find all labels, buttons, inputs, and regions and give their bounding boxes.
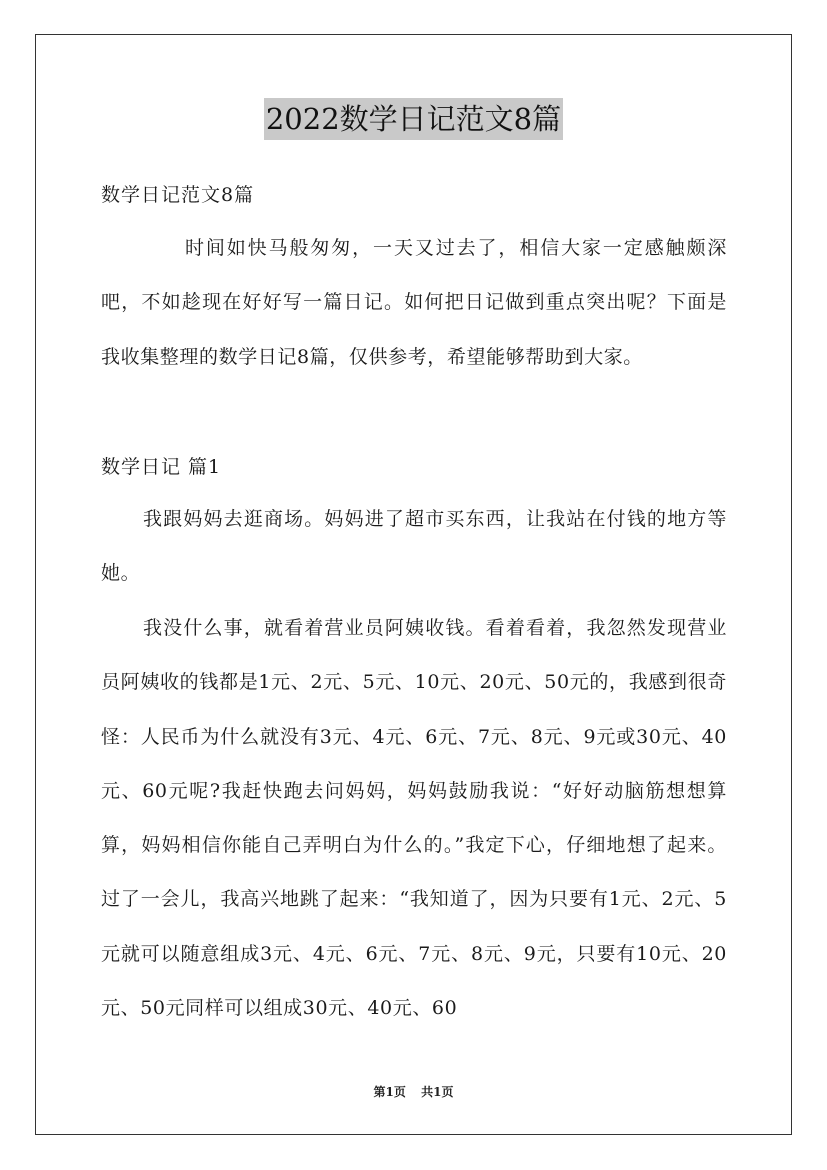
document-title: 2022数学日记范文8篇 [264,98,563,140]
section-heading: 数学日记 篇1 [101,456,222,478]
intro-paragraph: 时间如快马般匆匆，一天又过去了，相信大家一定感触颇深吧，不如趁现在好好写一篇日记。如何把日记做到重点突出呢？下面是我收集整理的数学日记8篇，仅供参考，希望能够帮助到大家。 [101,237,727,368]
total-pages: 共1页 [421,1085,454,1099]
body-paragraph-2: 我没什么事，就看着营业员阿姨收钱。看着看着，我忽然发现营业员阿姨收的钱都是1元、2元、5元、10元、20元、50元的，我感到很奇怪：人民币为什么就没有3元、4元、6元、7元、8元、9元或30元、40元、60元呢?我赶快跑去问妈妈，妈妈鼓励我说：“好好动脑筋想想算算，妈妈相信你能自己弄明白为什么的。”我定下心，仔细地想了起来。过了一会儿，我高兴地跳了起来：“我知道了，因为只要有1元、2元、5元就可以随意组成3元、4元、6元、7元、8元、9元，只要有10元、20元、50元同样可以组成30元、40元、60 [101,617,727,1020]
page-footer [0,1083,827,1100]
body-paragraph-1: 我跟妈妈去逛商场。妈妈进了超市买东西，让我站在付钱的地方等她。 [101,508,727,585]
title-container [0,98,827,140]
document-subtitle: 数学日记范文8篇 [101,184,255,206]
page-number: 第1页 [373,1085,406,1099]
